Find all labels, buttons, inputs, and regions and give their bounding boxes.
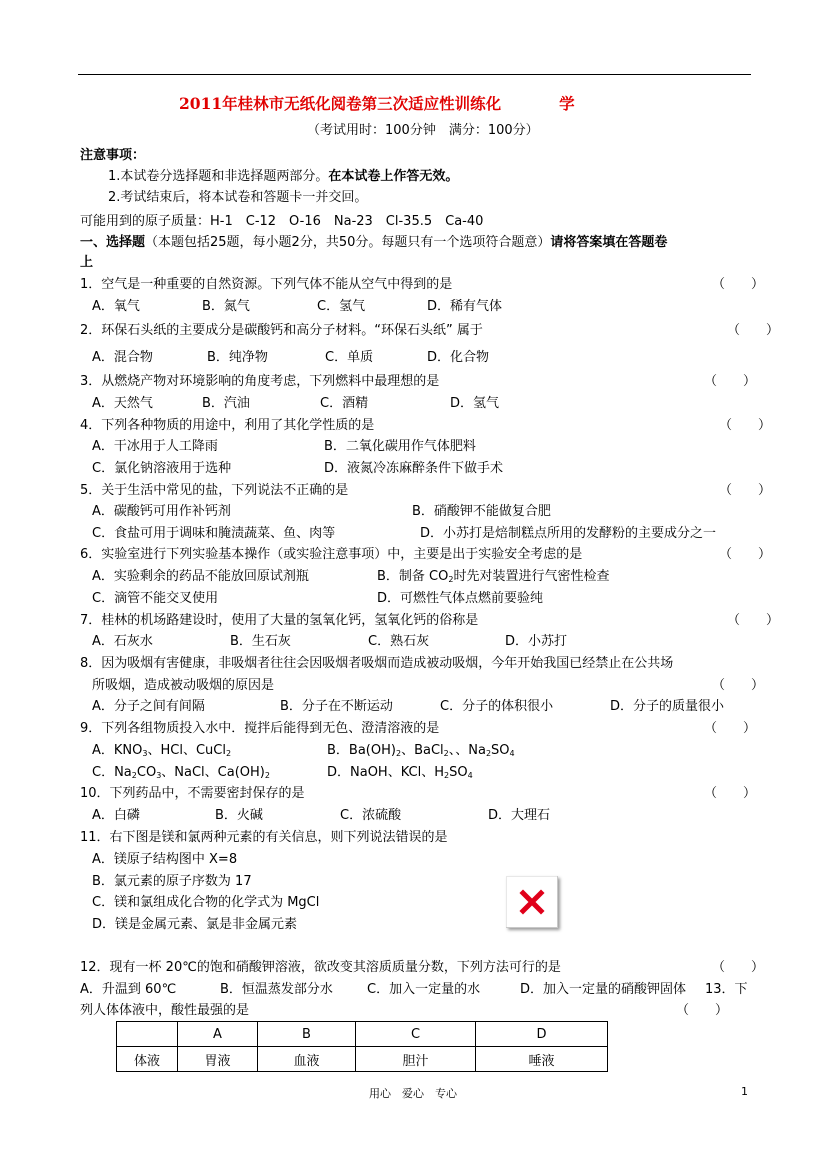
q4-option-a: A．干冰用于人工降雨 [92, 439, 218, 454]
q12-stem: 12．现有一杯 20℃的饱和硝酸钾溶液，欲改变其溶质质量分数，下列方法可行的是 [80, 960, 561, 975]
q3-stem: 3．从燃烧产物对环境影响的角度考虑，下列燃料中最理想的是 [80, 374, 440, 389]
q12-answer-paren: （ ） [712, 960, 765, 975]
q5-option-b: B．硝酸钾不能做复合肥 [412, 504, 551, 519]
q4-answer-paren: （ ） [719, 418, 772, 433]
q11-option-a: A．镁原子结构图中 X=8 [92, 852, 238, 867]
q4-stem: 4．下列各种物质的用途中，利用了其化学性质的是 [80, 418, 375, 433]
q7-option-b: B．生石灰 [230, 634, 291, 649]
q10-option-c: C．浓硫酸 [340, 808, 402, 823]
q13-answer-paren: （ ） [676, 1003, 729, 1018]
q11-option-c: C．镁和氯组成化合物的化学式为 MgCl [92, 895, 320, 910]
q4-option-b: B．二氧化碳用作气体肥料 [324, 439, 476, 454]
q3-option-d: D．氢气 [450, 396, 500, 411]
q12-option-c: C．加入一定量的水 [367, 982, 481, 997]
q6-stem: 6．实验室进行下列实验基本操作（或实验注意事项）中，主要是出于实验安全考虑的是 [80, 547, 583, 562]
q5-answer-paren: （ ） [719, 483, 772, 498]
q3-option-c: C．酒精 [320, 396, 369, 411]
notice-heading: 注意事项： [80, 148, 146, 163]
q6-option-a: A．实验剩余的药品不能放回原试剂瓶 [92, 569, 309, 584]
q11-stem: 11．右下图是镁和氯两种元素的有关信息，则下列说法错误的是 [80, 830, 448, 845]
table-row [117, 1022, 608, 1047]
q7-option-a: A．石灰水 [92, 634, 153, 649]
q2-stem: 2．环保石头纸的主要成分是碳酸钙和高分子材料。“环保石头纸” 属于 [80, 323, 483, 338]
q11-option-d: D．镁是金属元素、氯是非金属元素 [92, 917, 298, 932]
q2-answer-paren: （ ） [727, 323, 780, 338]
q5-stem: 5．关于生活中常见的盐，下列说法不正确的是 [80, 483, 349, 498]
table-cell [117, 1022, 178, 1047]
q8-answer-paren: （ ） [712, 678, 765, 693]
close-icon [506, 876, 558, 928]
page-footer: 用心 爱心 专心 [369, 1087, 457, 1100]
q9-stem: 9．下列各组物质投入水中．搅拌后能得到无色、澄清溶液的是 [80, 721, 440, 736]
table-cell: 唾液 [476, 1047, 608, 1072]
q6-option-d: D．可燃性气体点燃前要验纯 [377, 591, 544, 606]
q7-option-d: D．小苏打 [505, 634, 568, 649]
q10-option-b: B．火碱 [215, 808, 263, 823]
table-cell: 胆汁 [356, 1047, 476, 1072]
q1-option-c: C．氢气 [317, 299, 366, 314]
table-cell: B [258, 1022, 356, 1047]
q6-answer-paren: （ ） [719, 547, 772, 562]
notice-item-1: 1.本试卷分选择题和非选择题两部分。在本试卷上作答无效。 [108, 169, 459, 184]
q5-option-a: A．碳酸钙可用作补钙剂 [92, 504, 231, 519]
q1-option-a: A．氧气 [92, 299, 140, 314]
section-heading: 一、选择题（本题包括25题，每小题2分，共50分。每题只有一个选项符合题意）请将答案填在答题卷 [80, 235, 668, 250]
body-fluid-table [116, 1021, 608, 1072]
table-cell: 胃液 [178, 1047, 258, 1072]
q8-option-b: B．分子在不断运动 [280, 699, 393, 714]
q12-option-b: B．恒温蒸发部分水 [220, 982, 333, 997]
q7-stem: 7．桂林的机场路建设时，使用了大量的氢氧化钙，氢氧化钙的俗称是 [80, 613, 479, 628]
q4-option-d: D．液氮冷冻麻醉条件下做手术 [324, 461, 504, 476]
atomic-masses: 可能用到的原子质量：H-1 C-12 O-16 Na-23 Cl-35.5 Ca-40 [80, 214, 484, 229]
page-title: 2011年桂林市无纸化阅卷第三次适应性训练化 学 [179, 94, 575, 113]
q10-answer-paren: （ ） [704, 786, 757, 801]
q8-stem: 8．因为吸烟有害健康，非吸烟者往往会因吸烟者吸烟而造成被动吸烟，今年开始我国已经禁止在公共场 [80, 656, 674, 671]
q13-stem: 列人体体液中，酸性最强的是 [80, 1003, 250, 1018]
exam-info: （考试用时：100分钟 满分：100分） [307, 123, 539, 138]
q7-option-c: C．熟石灰 [368, 634, 430, 649]
q8-option-d: D．分子的质量很小 [610, 699, 725, 714]
q4-option-c: C．氯化钠溶液用于选种 [92, 461, 232, 476]
q5-option-d: D．小苏打是焙制糕点所用的发酵粉的主要成分之一 [420, 526, 717, 541]
q9-option-b: B．$Ba(OH)_2$、BaCl$_2$、、$Na_2SO_4$ [327, 743, 515, 758]
q10-stem: 10．下列药品中，不需要密封保存的是 [80, 786, 305, 801]
q8-option-c: C．分子的体积很小 [440, 699, 554, 714]
q2-option-b: B．纯净物 [207, 350, 268, 365]
q6-option-c: C．滴管不能交叉使用 [92, 591, 219, 606]
q6-option-b: B．制备 $CO_2$时先对装置进行气密性检查 [377, 569, 610, 584]
q10-option-d: D．大理石 [488, 808, 551, 823]
q9-option-a: A．$KNO_3$、HCl、CuCl$_2$ [92, 743, 232, 758]
table-cell: 血液 [258, 1047, 356, 1072]
q1-option-b: B．氮气 [202, 299, 250, 314]
table-cell: 体液 [117, 1047, 178, 1072]
table-cell: C [356, 1022, 476, 1047]
q3-option-a: A．天然气 [92, 396, 153, 411]
q13-number: 13．下 [705, 982, 748, 997]
q11-option-b: B．氯元素的原子序数为 17 [92, 874, 252, 889]
header-rule [78, 74, 751, 75]
page-number: 1 [741, 1085, 748, 1098]
q8-option-a: A．分子之间有间隔 [92, 699, 205, 714]
q1-option-d: D．稀有气体 [427, 299, 503, 314]
notice-item-2: 2.考试结束后，将本试卷和答题卡一并交回。 [108, 190, 368, 205]
q9-answer-paren: （ ） [704, 721, 757, 736]
q2-option-a: A．混合物 [92, 350, 153, 365]
broken-image-icon [506, 876, 558, 928]
q3-option-b: B．汽油 [202, 396, 250, 411]
q1-stem: 1．空气是一种重要的自然资源。下列气体不能从空气中得到的是 [80, 277, 453, 292]
q9-option-d: D．NaOH、KCl、$H_2SO_4$ [327, 765, 473, 780]
q8-stem-cont: 所吸烟，造成被动吸烟的原因是 [92, 678, 275, 693]
q9-option-c: C．$Na_2CO_3$、NaCl、$Ca(OH)_2$ [92, 765, 270, 780]
q7-answer-paren: （ ） [727, 613, 780, 628]
q1-answer-paren: （ ） [712, 277, 765, 292]
q5-option-c: C．食盐可用于调味和腌渍蔬菜、鱼、肉等 [92, 526, 336, 541]
q10-option-a: A．白磷 [92, 808, 140, 823]
section-heading-cont: 上 [80, 255, 94, 270]
table-cell: A [178, 1022, 258, 1047]
q2-option-c: C．单质 [325, 350, 374, 365]
q12-option-a: A．升温到 60℃ [80, 982, 177, 997]
q12-option-d: D．加入一定量的硝酸钾固体 [520, 982, 687, 997]
q2-option-d: D．化合物 [427, 350, 490, 365]
q3-answer-paren: （ ） [704, 374, 757, 389]
table-cell: D [476, 1022, 608, 1047]
table-row [117, 1047, 608, 1072]
